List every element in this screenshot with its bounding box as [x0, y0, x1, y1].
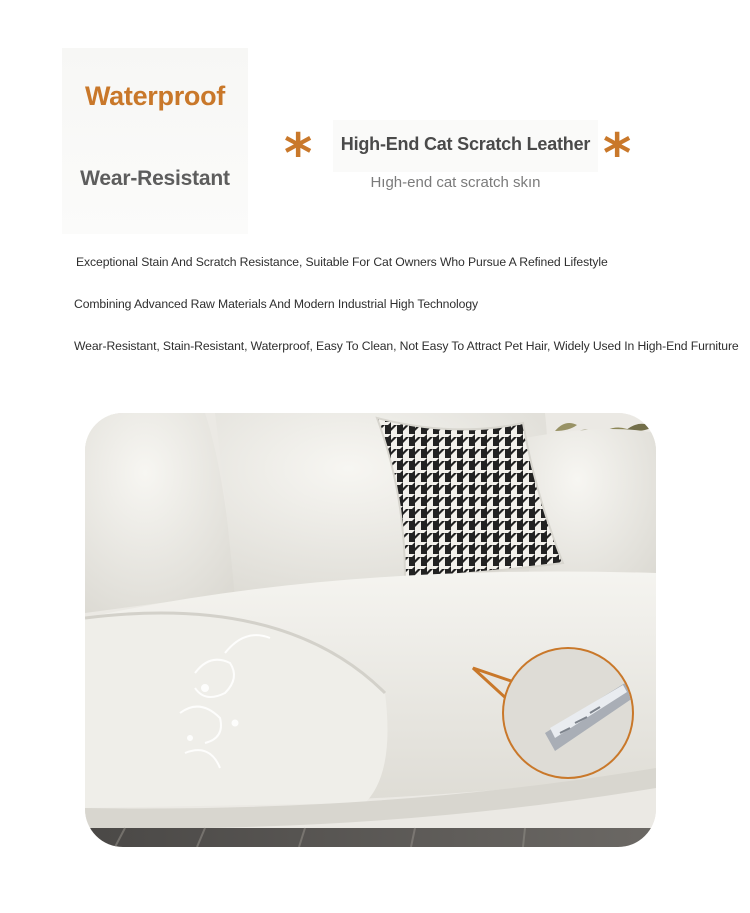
feature-waterproof: Waterproof — [85, 81, 225, 111]
star-icon-left: * — [284, 122, 313, 185]
sofa-photo — [85, 413, 656, 847]
headline-title: High-End Cat Scratch Leather — [340, 134, 591, 154]
description-line-3: Wear-Resistant, Stain-Resistant, Waterproof, Easy To Clean, Not Easy To Attract Pet Hair, Widely Used In High-End Furniture — [74, 339, 739, 353]
feature-wear-resistant: Wear-Resistant — [80, 167, 230, 190]
feature-box — [62, 48, 248, 234]
headline-subtitle: Hıgh-end cat scratch skın — [370, 174, 541, 191]
description-line-1: Exceptional Stain And Scratch Resistance, Suitable For Cat Owners Who Pursue A Refined Lifestyle — [76, 255, 608, 269]
star-icon-right: * — [603, 122, 632, 185]
description-line-2: Combining Advanced Raw Materials And Modern Industrial High Technology — [74, 297, 478, 311]
